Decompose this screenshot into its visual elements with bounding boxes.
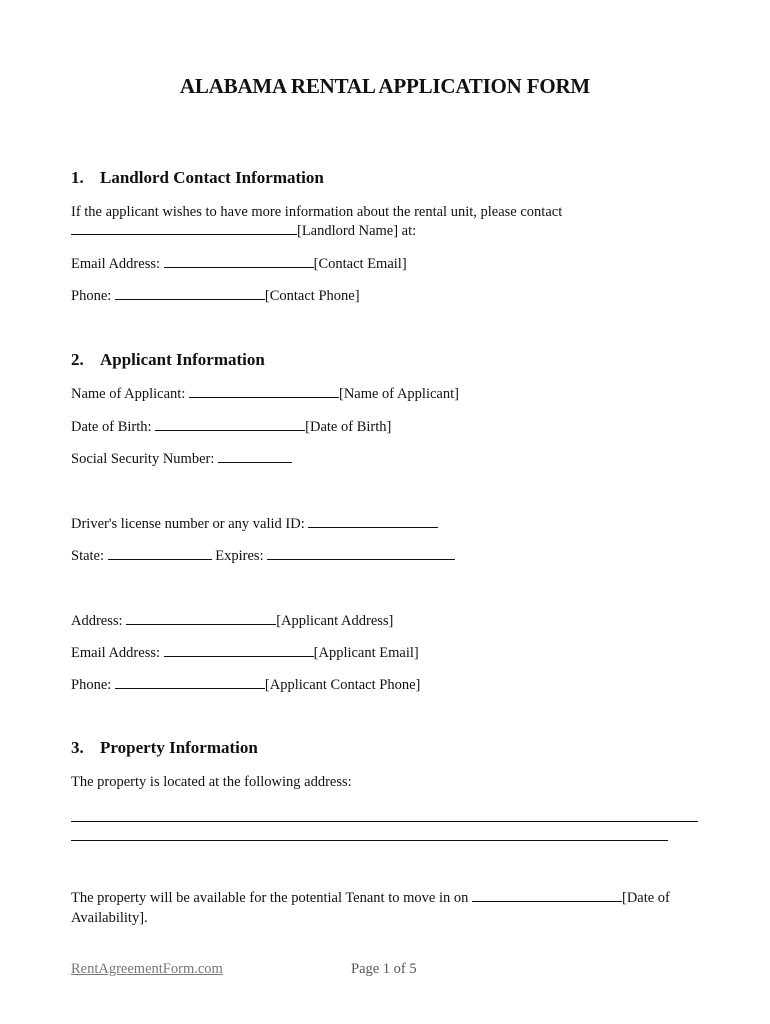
section-1-heading xyxy=(71,168,324,188)
applicant-phone-hint: [Applicant Contact Phone] xyxy=(264,677,421,693)
applicant-dob-line xyxy=(71,419,391,436)
applicant-state-field[interactable] xyxy=(108,548,212,560)
section-2-title: Applicant Information xyxy=(100,350,265,369)
applicant-name-line xyxy=(71,386,459,403)
applicant-name-hint: [Name of Applicant] xyxy=(338,386,459,402)
document-title: ALABAMA RENTAL APPLICATION FORM xyxy=(179,74,591,98)
landlord-phone-hint: [Contact Phone] xyxy=(264,288,360,304)
footer-page-number: Page 1 of 5 xyxy=(351,961,417,977)
applicant-email-field[interactable] xyxy=(164,645,314,657)
applicant-dob-field[interactable] xyxy=(155,419,305,431)
landlord-name-field[interactable] xyxy=(71,223,297,235)
section-1-number: 1. xyxy=(71,168,84,187)
section-3-heading xyxy=(71,738,258,758)
section-2-heading xyxy=(71,350,265,370)
applicant-expires-field[interactable] xyxy=(267,548,455,560)
availability-date-field[interactable] xyxy=(472,890,622,902)
applicant-state-line xyxy=(71,548,455,565)
applicant-phone-label: Phone: xyxy=(71,677,112,693)
landlord-email-label: Email Address: xyxy=(71,256,161,272)
landlord-intro-text: If the applicant wishes to have more information about the rental unit, please contact xyxy=(71,204,563,220)
applicant-phone-line xyxy=(71,677,420,694)
applicant-state-label: State: xyxy=(71,548,105,564)
applicant-dob-label: Date of Birth: xyxy=(71,419,152,435)
availability-hint-continued: Availability]. xyxy=(71,910,148,926)
applicant-license-field[interactable] xyxy=(308,516,438,528)
landlord-email-hint: [Contact Email] xyxy=(313,256,407,272)
applicant-expires-label: Expires: xyxy=(215,548,264,564)
property-located-text: The property is located at the following address: xyxy=(71,774,352,790)
applicant-email-line xyxy=(71,645,419,662)
section-1-title: Landlord Contact Information xyxy=(100,168,324,187)
availability-line xyxy=(71,890,670,907)
availability-hint: [Date of xyxy=(621,890,670,906)
landlord-email-field[interactable] xyxy=(164,256,314,268)
landlord-phone-field[interactable] xyxy=(115,288,265,300)
section-3-number: 3. xyxy=(71,738,84,757)
applicant-email-hint: [Applicant Email] xyxy=(313,645,419,661)
applicant-name-label: Name of Applicant: xyxy=(71,386,186,402)
applicant-license-label: Driver's license number or any valid ID: xyxy=(71,516,305,532)
applicant-ssn-label: Social Security Number: xyxy=(71,451,215,467)
landlord-phone-label: Phone: xyxy=(71,288,112,304)
landlord-phone-line xyxy=(71,288,360,305)
applicant-dob-hint: [Date of Birth] xyxy=(305,419,392,435)
applicant-ssn-field[interactable] xyxy=(218,451,292,463)
applicant-address-field[interactable] xyxy=(126,613,276,625)
applicant-name-field[interactable] xyxy=(189,386,339,398)
property-address-field-2[interactable] xyxy=(71,840,668,841)
applicant-license-line xyxy=(71,516,438,533)
applicant-address-hint: [Applicant Address] xyxy=(276,613,394,629)
availability-text: The property will be available for the potential Tenant to move in on xyxy=(71,890,469,906)
landlord-name-hint: [Landlord Name] at: xyxy=(297,223,417,239)
applicant-ssn-line xyxy=(71,451,292,468)
applicant-phone-field[interactable] xyxy=(115,677,265,689)
applicant-address-line xyxy=(71,613,393,630)
landlord-name-line xyxy=(71,223,416,240)
landlord-email-line xyxy=(71,256,407,273)
applicant-address-label: Address: xyxy=(71,613,123,629)
section-2-number: 2. xyxy=(71,350,84,369)
footer-site-link[interactable]: RentAgreementForm.com xyxy=(71,961,223,977)
property-address-field-1[interactable] xyxy=(71,821,698,822)
section-3-title: Property Information xyxy=(100,738,258,757)
applicant-email-label: Email Address: xyxy=(71,645,161,661)
